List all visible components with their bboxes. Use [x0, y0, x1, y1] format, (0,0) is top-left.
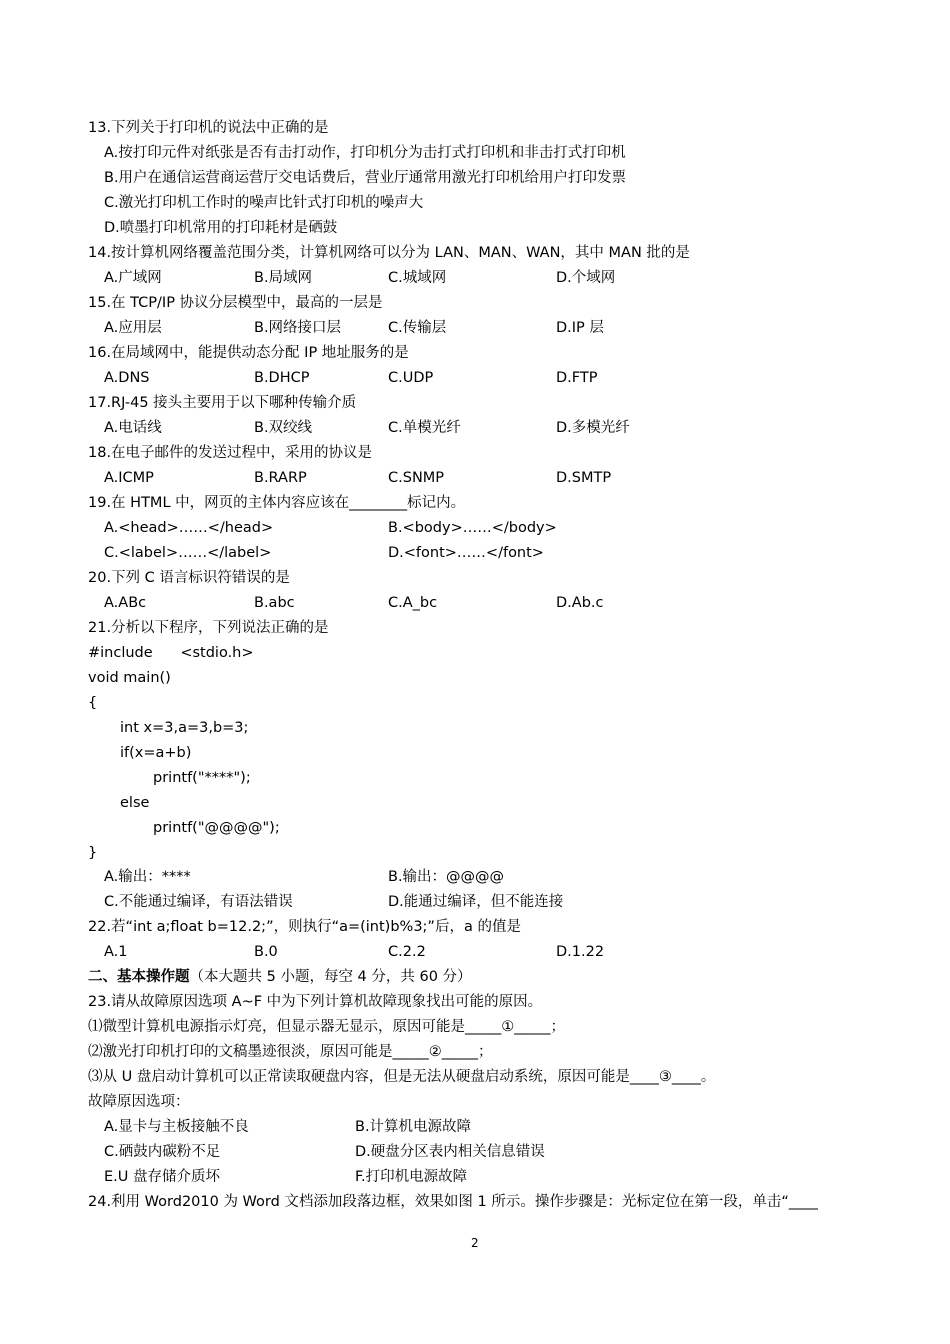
code-line-8: printf("@@@@"); [153, 820, 280, 836]
q23-options-title: 故障原因选项： [88, 1094, 190, 1110]
q22-option-d: D.1.22 [556, 944, 605, 960]
section-title: 二、基本操作题 [88, 969, 190, 985]
q16-stem: 16.在局域网中，能提供动态分配 IP 地址服务的是 [88, 345, 409, 361]
q17-stem: 17.RJ-45 接头主要用于以下哪种传输介质 [88, 395, 357, 411]
q23-stem: 23.请从故障原因选项 A~F 中为下列计算机故障现象找出可能的原因。 [88, 994, 543, 1010]
q22-option-b: B.0 [254, 944, 278, 960]
q20-option-b: B.abc [254, 595, 295, 611]
q20-option-d: D.Ab.c [556, 595, 604, 611]
q16-option-d: D.FTP [556, 370, 598, 386]
q22-stem: 22.若“int a;float b=12.2;”，则执行“a=(int)b%3;”后，a 的值是 [88, 919, 521, 935]
q15-option-c: C.传输层 [388, 320, 447, 336]
q23-sub-2: ⑵激光打印机打印的文稿墨迹很淡，原因可能是_____②_____； [88, 1044, 493, 1060]
q20-stem: 20.下列 C 语言标识符错误的是 [88, 570, 290, 586]
q19-option-d: D.<font>……</font> [388, 545, 544, 561]
q21-stem: 21.分析以下程序，下列说法正确的是 [88, 620, 329, 636]
code-line-1: #include <stdio.h> [88, 645, 254, 661]
q17-option-b: B.双绞线 [254, 420, 313, 436]
code-line-9: } [88, 845, 98, 861]
code-line-3: { [88, 695, 98, 711]
q21-option-c: C.不能通过编译，有语法错误 [104, 894, 293, 910]
q14-option-d: D.个域网 [556, 270, 616, 286]
q17-option-d: D.多模光纤 [556, 420, 630, 436]
q15-option-d: D.IP 层 [556, 320, 604, 336]
q13-option-a: A.按打印元件对纸张是否有击打动作，打印机分为击打式打印机和非击打式打印机 [104, 145, 626, 161]
code-line-2: void main() [88, 670, 171, 686]
q16-option-c: C.UDP [388, 370, 434, 386]
q15-option-a: A.应用层 [104, 320, 162, 336]
page-number: 2 [471, 1236, 479, 1250]
q18-option-d: D.SMTP [556, 470, 612, 486]
q16-option-a: A.DNS [104, 370, 150, 386]
q17-option-c: C.单模光纤 [388, 420, 461, 436]
q20-option-a: A.ABc [104, 595, 147, 611]
q19-stem: 19.在 HTML 中，网页的主体内容应该在________标记内。 [88, 495, 466, 511]
q21-option-a: A.输出：**** [104, 869, 191, 885]
q19-option-b: B.<body>……</body> [388, 520, 557, 536]
q17-option-a: A.电话线 [104, 420, 162, 436]
q13-option-b: B.用户在通信运营商运营厅交电话费后，营业厅通常用激光打印机给用户打印发票 [104, 170, 627, 186]
q23-option-b: B.计算机电源故障 [355, 1119, 472, 1135]
q14-option-b: B.局域网 [254, 270, 313, 286]
q22-option-c: C.2.2 [388, 944, 426, 960]
q23-option-a: A.显卡与主板接触不良 [104, 1119, 249, 1135]
q15-option-b: B.网络接口层 [254, 320, 342, 336]
q18-option-a: A.ICMP [104, 470, 154, 486]
q21-option-b: B.输出：@@@@ [388, 869, 505, 885]
q23-option-f: F.打印机电源故障 [355, 1169, 468, 1185]
code-line-5: if(x=a+b) [120, 745, 192, 761]
q14-option-a: A.广域网 [104, 270, 162, 286]
q21-option-d: D.能通过编译，但不能连接 [388, 894, 564, 910]
q23-sub-3: ⑶从 U 盘启动计算机可以正常读取硬盘内容，但是无法从硬盘启动系统，原因可能是____③____。 [88, 1069, 716, 1085]
q24-stem: 24.利用 Word2010 为 Word 文档添加段落边框，效果如图 1 所示。操作步骤是：光标定位在第一段，单击“____ [88, 1194, 818, 1210]
q13-option-d: D.喷墨打印机常用的打印耗材是硒鼓 [104, 220, 338, 236]
q13-stem: 13.下列关于打印机的说法中正确的是 [88, 120, 329, 136]
code-line-6: printf("****"); [153, 770, 251, 786]
q22-option-a: A.1 [104, 944, 128, 960]
q13-option-c: C.激光打印机工作时的噪声比针式打印机的噪声大 [104, 195, 424, 211]
q23-option-d: D.硬盘分区表内相关信息错误 [355, 1144, 545, 1160]
q14-option-c: C.城域网 [388, 270, 447, 286]
code-line-4: int x=3,a=3,b=3; [120, 720, 249, 736]
q18-option-b: B.RARP [254, 470, 307, 486]
section-heading [88, 967, 472, 987]
section-note: （本大题共 5 小题，每空 4 分，共 60 分） [189, 969, 472, 985]
q23-sub-1: ⑴微型计算机电源指示灯亮，但显示器无显示，原因可能是_____①_____； [88, 1019, 565, 1035]
q15-stem: 15.在 TCP/IP 协议分层模型中，最高的一层是 [88, 295, 383, 311]
q23-option-c: C.硒鼓内碳粉不足 [104, 1144, 221, 1160]
q16-option-b: B.DHCP [254, 370, 310, 386]
q19-option-c: C.<label>……</label> [104, 545, 272, 561]
q18-option-c: C.SNMP [388, 470, 445, 486]
q18-stem: 18.在电子邮件的发送过程中，采用的协议是 [88, 445, 373, 461]
code-line-7: else [120, 795, 150, 811]
q14-stem: 14.按计算机网络覆盖范围分类，计算机网络可以分为 LAN、MAN、WAN，其中 MAN 批的是 [88, 245, 690, 261]
q19-option-a: A.<head>……</head> [104, 520, 274, 536]
q23-option-e: E.U 盘存储介质坏 [104, 1169, 220, 1185]
q20-option-c: C.A_bc [388, 595, 438, 611]
